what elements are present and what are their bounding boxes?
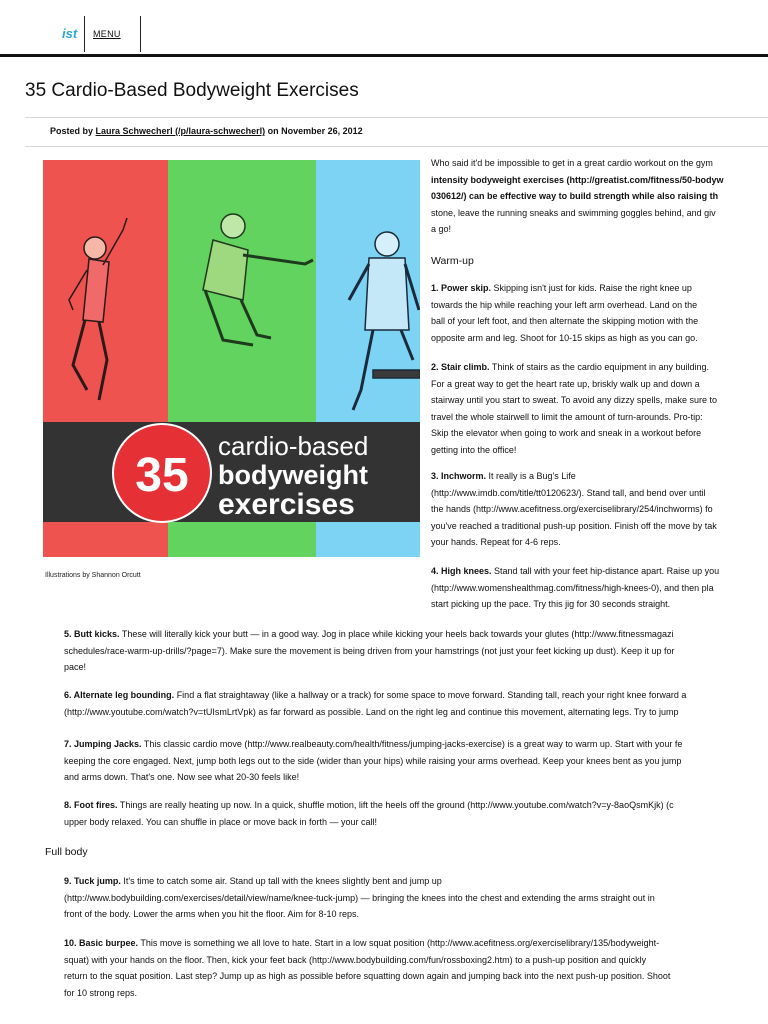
hero-line-3: exercises <box>218 488 355 521</box>
exercise-item: 6. Alternate leg bounding. Find a flat straightaway (like a hallway or a track) for some space to move forward. Standing tall, reach your right knee forward a (http://www.youtube.com/watch?v=tUIsmLrtVpk) as far forward as possible. Land on the right leg and continue this movement, alternating legs. Try to jump <box>64 690 687 717</box>
exercise-title: 6. Alternate leg bounding. <box>64 690 175 700</box>
exercise-item: 10. Basic burpee. This move is something we all love to hate. Start in a low squat position (http://www.acefitness.org/exerciselibrary/135/bodyweight- squat) with your hands on the floor. Then, kick your feet back (http://www.bodybuilding.com/fun/rossboxing2.htm) to a push-up position and quickly return to the squat position. Last step? Jump up as high as possible before squatting down again and jumping back into the next push-up position. Shoot for 10 strong reps. <box>64 938 671 998</box>
section-heading-fullbody: Full body <box>45 846 88 858</box>
exercise-item: 3. Inchworm. It really is a Bug's Life (http://www.imdb.com/title/tt0120623/). Stand tall, and bend over until the hands (http://www.acefitness.org/exerciselibrary/254/inchworms) fo you've reached a traditional push-up position. Finish off the move by tak your hands. Repeat for 4-6 reps. <box>431 471 717 547</box>
author-link[interactable]: Laura Schwecherl (/p/laura-schwecherl) <box>95 126 266 136</box>
intro-paragraph <box>431 155 724 238</box>
exercise-title: 8. Foot fires. <box>64 800 118 810</box>
hero-illustration <box>43 160 420 557</box>
exercise-title: 9. Tuck jump. <box>64 876 121 886</box>
hero-line-2: bodyweight <box>218 460 368 490</box>
site-logo[interactable]: ist <box>62 26 78 41</box>
intro-line-link[interactable]: 030612/) can be effective way to build strength while also raising th <box>431 191 719 201</box>
hero-number: 35 <box>135 449 189 502</box>
byline-divider <box>25 146 768 147</box>
section-heading-warmup: Warm-up <box>431 255 474 267</box>
exercise-item: 2. Stair climb. Think of stairs as the cardio equipment in any building. For a great way to get the heart rate up, briskly walk up and down a stairway until you start to sweat. To avoid any dizzy spells, make sure to travel the whole stairwell to limit the amount of turn-arounds. Pro-tip: Skip the elevator when going to work and sneak in a workout before getting into the office! <box>431 362 717 455</box>
hero-line-1: cardio-based <box>218 431 369 461</box>
exercise-title: 2. Stair climb. <box>431 362 490 372</box>
intro-line: a go! <box>431 224 452 234</box>
exercise-item: 9. Tuck jump. It's time to catch some air. Stand up tall with the knees slightly bent and jump up (http://www.bodybuilding.com/exercises/detail/view/name/knee-tuck-jump) — bringing the knees into the chest and extending the arms straight out in front of the body. Lower the arms when you hit the floor. Aim for 8-10 reps. <box>64 876 655 919</box>
intro-line: Who said it'd be impossible to get in a great cardio workout on the gym <box>431 158 713 168</box>
exercise-title: 5. Butt kicks. <box>64 629 120 639</box>
menu-link[interactable]: MENU <box>93 29 121 39</box>
exercise-title: 3. Inchworm. <box>431 471 487 481</box>
hero-artwork <box>43 160 420 557</box>
exercise-title: 4. High knees. <box>431 566 492 576</box>
exercise-item: 8. Foot fires. Things are really heating up now. In a quick, shuffle motion, lift the heels off the ground (http://www.youtube.com/watch?v=y-8aoQsmKjk) (c upper body relaxed. You can shuffle in place or move back in forth — your call! <box>64 800 674 827</box>
byline-date: on November 26, 2012 <box>267 126 363 136</box>
nav-divider <box>140 16 141 52</box>
exercise-title: 1. Power skip. <box>431 283 492 293</box>
byline <box>50 126 363 136</box>
intro-line: stone, leave the running sneaks and swimming goggles behind, and giv <box>431 207 716 218</box>
exercise-title: 7. Jumping Jacks. <box>64 739 142 749</box>
exercise-item: 5. Butt kicks. These will literally kick your butt — in a good way. Jog in place while kicking your heels back towards your glutes (http://www.fitnessmagazi schedules/race-warm-up-drills/?page=7). Make sure the movement is being driven from your hamstrings (not just your feet kicking up dust). Keep it up for pace! <box>64 629 675 672</box>
exercise-item: 4. High knees. Stand tall with your feet hip-distance apart. Raise up you (http://www.womenshealthmag.com/fitness/high-knees-0), and then pla start picking up the pace. Try this jig for 30 seconds straight. <box>431 566 720 609</box>
illustration-credit: Illustrations by Shannon Orcutt <box>45 572 141 579</box>
intro-line-link[interactable]: intensity bodyweight exercises (http://greatist.com/fitness/50-bodyw <box>431 174 724 185</box>
article-title: 35 Cardio-Based Bodyweight Exercises <box>25 80 359 101</box>
exercise-item: 7. Jumping Jacks. This classic cardio move (http://www.realbeauty.com/health/fitness/jumping-jacks-exercise) is a great way to warm up. Start with your fe keeping the core engaged. Next, jump both legs out to the side (wider than your hips) while raising your arms overhead. Keep your knees bent as you jump and arms down. That's one. Now see what 20-30 feels like! <box>64 739 683 782</box>
exercise-title: 10. Basic burpee. <box>64 938 139 948</box>
exercise-item: 1. Power skip. Skipping isn't just for kids. Raise the right knee up towards the hip while reaching your left arm overhead. Land on the ball of your left foot, and then alternate the skipping motion with the opposite arm and leg. Shoot for 10-15 skips as high as you can go. <box>431 283 699 343</box>
title-divider <box>25 117 768 118</box>
nav-divider <box>84 16 85 52</box>
top-nav-bar <box>0 0 768 57</box>
byline-prefix: Posted by <box>50 126 94 136</box>
